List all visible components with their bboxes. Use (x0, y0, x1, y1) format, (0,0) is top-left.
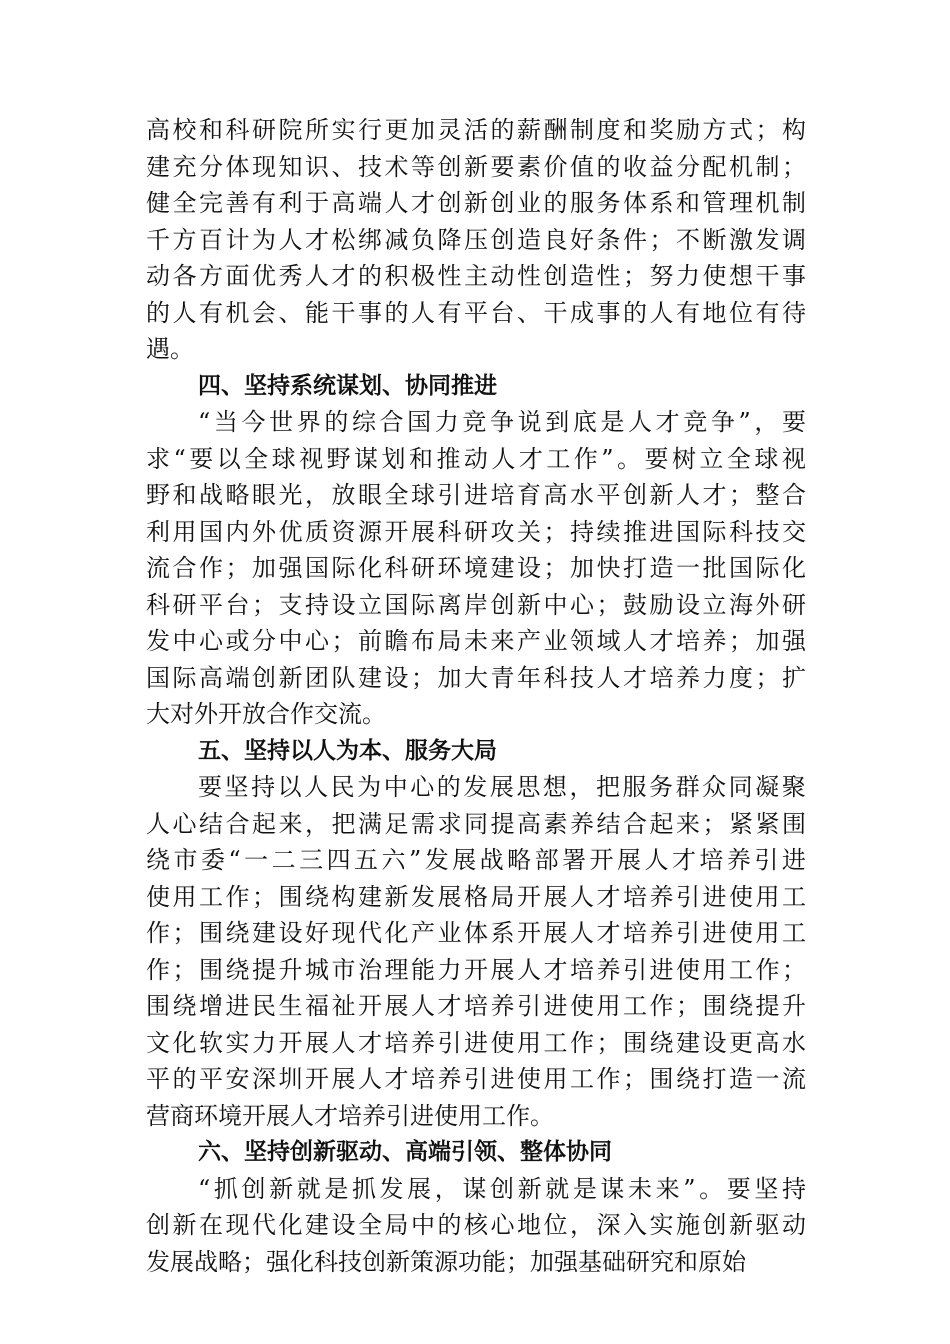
paragraph-line: 发展战略；强化科技创新策源功能；加强基础研究和原始 (146, 1247, 746, 1276)
paragraph-line: 要 坚 持 以 人 民 为 中 心 的 发 展 思 想 ， 把 服 务 群 众 同 凝 聚 (198, 773, 806, 801)
paragraph-line: 遇。 (146, 335, 194, 363)
document-body (146, 112, 806, 1280)
section-heading: 五、坚持以人为本、服务大局 (198, 737, 497, 764)
paragraph-line: 文 化 软 实 力 开 展 人 才 培 养 引 进 使 用 工 作 ； 围 绕 建 设 更 高 水 (146, 1028, 806, 1057)
paragraph-line: 健 全 完 善 有 利 于 高 端 人 才 创 新 创 业 的 服 务 体 系 和 管 理 机 制 (146, 189, 806, 217)
paragraph-line: 野 和 战 略 眼 光 ， 放 眼 全 球 引 进 培 育 高 水 平 创 新 人 才 ； 整 合 (146, 481, 806, 509)
paragraph-line: 国 际 高 端 创 新 团 队 建 设 ； 加 大 青 年 科 技 人 才 培 养 力 度 ； 扩 (146, 663, 806, 692)
paragraph-line: 高 校 和 科 研 院 所 实 行 更 加 灵 活 的 薪 酬 制 度 和 奖 励 方 式 ； 构 (146, 116, 806, 144)
paragraph-line: 营商环境开展人才培养引进使用工作。 (146, 1101, 554, 1130)
paragraph-line: 科 研 平 台 ； 支 持 设 立 国 际 离 岸 创 新 中 心 ； 鼓 励 设 立 海 外 研 (146, 590, 806, 619)
paragraph-line: 建 充 分 体 现 知 识 、 技 术 等 创 新 要 素 价 值 的 收 益 分 配 机 制 ； (146, 152, 806, 181)
paragraph-line: 的 人 有 机 会 、 能 干 事 的 人 有 平 台 、 干 成 事 的 人 有 地 位 有 待 (146, 298, 806, 327)
paragraph-line: 动 各 方 面 优 秀 人 才 的 积 极 性 主 动 性 创 造 性 ； 努 力 使 想 干 事 (146, 262, 806, 290)
paragraph-line: 创 新 在 现 代 化 建 设 全 局 中 的 核 心 地 位 ， 深 入 实 施 创 新 驱 动 (146, 1211, 806, 1239)
paragraph-line: “ 当 今 世 界 的 综 合 国 力 竞 争 说 到 底 是 人 才 竞 争 ” ， 要 (198, 408, 806, 436)
paragraph-line: 作 ； 围 绕 建 设 好 现 代 化 产 业 体 系 开 展 人 才 培 养 引 进 使 用 工 (146, 919, 806, 947)
paragraph-line: 使 用 工 作 ； 围 绕 构 建 新 发 展 格 局 开 展 人 才 培 养 引 进 使 用 工 (146, 882, 806, 911)
paragraph-line: 绕 市 委 “ 一 二 三 四 五 六 ” 发 展 战 略 部 署 开 展 人 才 培 养 引 进 (146, 846, 806, 874)
paragraph-line: 流 合 作 ； 加 强 国 际 化 科 研 环 境 建 设 ； 加 快 打 造 一 批 国 际 化 (146, 554, 806, 582)
paragraph-line: 利 用 国 内 外 优 质 资 源 开 展 科 研 攻 关 ； 持 续 推 进 国 际 科 技 交 (146, 517, 806, 546)
paragraph-line: 大对外开放合作交流。 (146, 700, 386, 728)
paragraph-line: “ 抓 创 新 就 是 抓 发 展 ， 谋 创 新 就 是 谋 未 来 ” 。 要 坚 持 (198, 1174, 806, 1203)
section-heading: 四、坚持系统谋划、协同推进 (198, 372, 497, 399)
section-heading: 六、坚持创新驱动、高端引领、整体协同 (198, 1139, 612, 1165)
paragraph-line: 作 ； 围 绕 提 升 城 市 治 理 能 力 开 展 人 才 培 养 引 进 使 用 工 作 ； (146, 955, 806, 984)
paragraph-line: 人 心 结 合 起 来 ， 把 满 足 需 求 同 提 高 素 养 结 合 起 来 ； 紧 紧 围 (146, 809, 806, 838)
paragraph-line: 平 的 平 安 深 圳 开 展 人 才 培 养 引 进 使 用 工 作 ； 围 绕 打 造 一 流 (146, 1065, 806, 1093)
paragraph-line: 千 方 百 计 为 人 才 松 绑 减 负 降 压 创 造 良 好 条 件 ； 不 断 激 发 调 (146, 225, 806, 254)
paragraph-line: 围 绕 增 进 民 生 福 祉 开 展 人 才 培 养 引 进 使 用 工 作 ； 围 绕 提 升 (146, 992, 806, 1020)
paragraph-line: 发 中 心 或 分 中 心 ； 前 瞻 布 局 未 来 产 业 领 域 人 才 培 养 ； 加 强 (146, 627, 806, 655)
paragraph-line: 求 “ 要 以 全 球 视 野 谋 划 和 推 动 人 才 工 作 ” 。 要 树 立 全 球 视 (146, 444, 806, 473)
